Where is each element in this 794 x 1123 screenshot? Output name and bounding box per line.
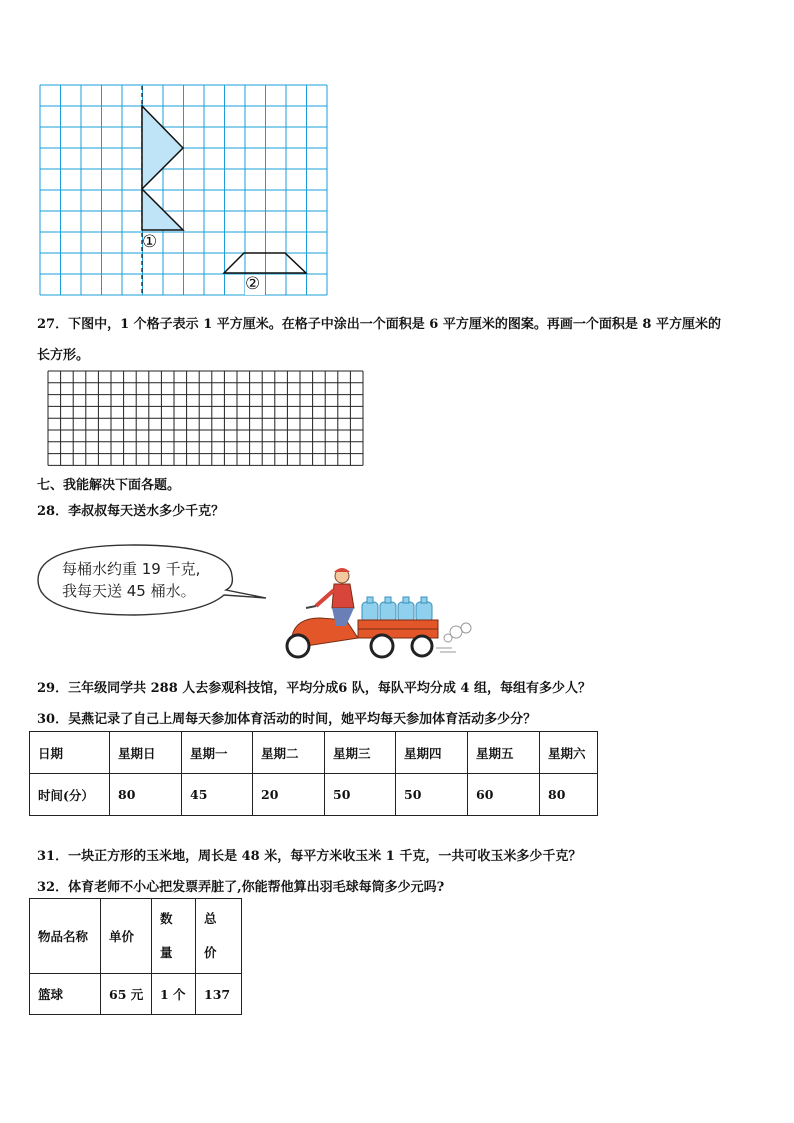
- rider-body: [332, 584, 354, 608]
- area-grid: [46, 370, 366, 466]
- table-cell: 篮球: [30, 974, 101, 1015]
- symmetry-grid-figure: [38, 84, 330, 298]
- table-cell: 星期三: [325, 732, 396, 774]
- table-cell: 80: [110, 774, 182, 816]
- table-row: [30, 774, 598, 816]
- table-cell: 20: [253, 774, 325, 816]
- table-cell: 日期: [30, 732, 110, 774]
- table-cell: 星期六: [540, 732, 598, 774]
- bubble-line-2: 我每天送 45 桶水。: [62, 582, 196, 600]
- table-cell: [196, 899, 242, 974]
- table-cell: 60: [468, 774, 540, 816]
- table-header-row: [30, 732, 598, 774]
- water-bottles: [362, 597, 432, 622]
- table-header-row: [30, 899, 242, 974]
- bubble-line-1: 每桶水约重 19 千克,: [62, 560, 201, 578]
- table-cell: 50: [396, 774, 468, 816]
- table-cell: 星期五: [468, 732, 540, 774]
- water-delivery-tricycle-image: [276, 562, 478, 666]
- table-cell: 65 元: [101, 974, 152, 1015]
- cell-line: 总: [204, 911, 217, 926]
- question-29: 29．三年级同学共 288 人去参观科技馆，平均分成6 队，每队平均分成 4 组，每组有多少人？: [37, 681, 591, 696]
- cell-line: 量: [160, 945, 173, 960]
- cell-line: 价: [204, 945, 217, 960]
- table-cell: 星期二: [253, 732, 325, 774]
- table-cell: 50: [325, 774, 396, 816]
- table-cell: 45: [182, 774, 253, 816]
- cell-line: 数: [160, 911, 173, 926]
- table-cell: 1 个: [152, 974, 196, 1015]
- question-27-line2: 长方形。: [37, 348, 90, 363]
- shape-1-label: ①: [142, 232, 158, 252]
- question-30: 30．吴燕记录了自己上周每天参加体育活动的时间，她平均每天参加体育活动多少分？: [37, 712, 537, 727]
- shape-2-label: ②: [245, 274, 261, 294]
- invoice-table: [29, 898, 242, 1015]
- question-28: 28．李叔叔每天送水多少千克？: [37, 504, 225, 519]
- activity-time-table: [29, 731, 598, 816]
- table-cell: [152, 899, 196, 974]
- table-row: [30, 974, 242, 1015]
- table-cell: 星期四: [396, 732, 468, 774]
- table-cell: 80: [540, 774, 598, 816]
- table-cell: 星期日: [110, 732, 182, 774]
- table-cell: 星期一: [182, 732, 253, 774]
- blue-grid: [40, 85, 327, 295]
- section-7-heading: 七、我能解决下面各题。: [37, 478, 181, 493]
- table-cell: 137: [196, 974, 242, 1015]
- question-27-line1: 27．下图中，1 个格子表示 1 平方厘米。在格子中涂出一个面积是 6 平方厘米的图案。再画一个面积是 8 平方厘米的: [37, 317, 721, 332]
- dust-cloud: [436, 623, 471, 652]
- question-31: 31．一块正方形的玉米地，周长是 48 米，每平方米收玉米 1 千克，一共可收玉米多少千克？: [37, 849, 582, 864]
- table-cell: 单价: [101, 899, 152, 974]
- question-32: 32．体育老师不小心把发票弄脏了,你能帮他算出羽毛球每筒多少元吗?: [37, 880, 445, 895]
- table-cell: 时间(分）: [30, 774, 110, 816]
- table-cell: 物品名称: [30, 899, 101, 974]
